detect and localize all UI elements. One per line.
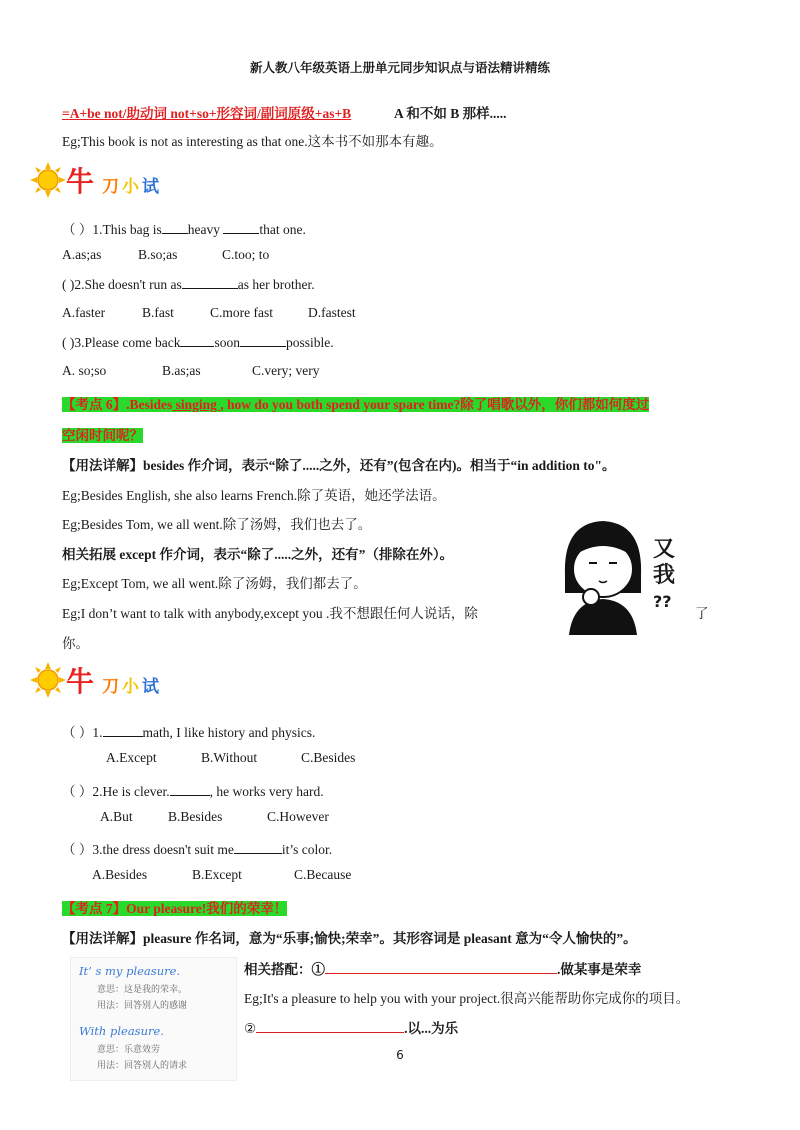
quiz1-question-2	[62, 276, 315, 293]
collocation-num: ②	[244, 1021, 257, 1036]
answer-paren: （ ）	[62, 784, 93, 799]
option: A.But	[100, 809, 133, 824]
question-text: math, I like history and physics.	[142, 725, 316, 740]
collocation-meaning: .做某事是荣幸	[557, 962, 642, 977]
question-text: soon	[214, 335, 240, 350]
option: C.However	[267, 809, 329, 824]
question-text: heavy	[187, 222, 220, 237]
usage-text: besides 作介词，表示“除了.....之外，还有”(包含在内)。相当于“in addition to"。	[143, 458, 616, 473]
option: A.as;as	[62, 247, 102, 262]
cartoon-girl-image	[545, 515, 695, 640]
question-text: that one.	[259, 222, 306, 237]
question-text: as her brother.	[237, 277, 315, 292]
answer-paren: ( )	[62, 277, 75, 292]
blank	[182, 276, 238, 289]
question-text: possible.	[285, 335, 334, 350]
quiz2-question-1	[62, 721, 315, 741]
kaodian-label: 【考点 7】	[62, 901, 127, 916]
note-meaning-2: 意思：乐意效劳	[97, 1045, 161, 1055]
blank	[240, 334, 286, 347]
option: A.faster	[62, 305, 106, 320]
niudao-xiaoshi-title	[30, 160, 170, 204]
quiz1-question-3	[62, 334, 334, 351]
formula-red: =A+be not/助动词 not+so+形容词/副词原级+as+B	[62, 106, 352, 121]
question-text: it’s color.	[281, 842, 333, 857]
collocation-meaning: .以...为乐	[404, 1021, 459, 1036]
quiz2-question-2	[62, 780, 324, 800]
blank	[234, 841, 282, 854]
question-text: 3.the dress doesn't suit me	[92, 842, 234, 857]
answer-paren: （ ）	[62, 842, 93, 857]
kaodian6-heading-cont	[62, 424, 143, 444]
sun-icon	[30, 162, 66, 198]
cartoon-text-3: ??	[653, 592, 672, 611]
example-besides-1: Eg;Besides English, she also learns French.除了英语，她还学法语。	[62, 488, 446, 503]
note-title-2: With pleasure.	[79, 1024, 164, 1038]
kaodian-text: Our pleasure!我们的荣幸！	[126, 901, 288, 916]
quiz2-options-3	[92, 867, 351, 883]
option: A.Besides	[92, 867, 148, 882]
kaodian-en-blank: singing	[172, 397, 221, 412]
formula-meaning: A 和不如 B 那样.....	[393, 106, 507, 121]
option: B.Except	[192, 867, 242, 882]
collocation-label: 相关搭配：①	[244, 962, 325, 977]
example-except-2-tail: 了	[695, 606, 709, 621]
blank	[162, 221, 188, 234]
sun-icon	[30, 662, 66, 698]
option: B.so;as	[138, 247, 178, 262]
note-title-1: It’ s my pleasure.	[79, 964, 181, 978]
example-except-2	[62, 602, 478, 622]
option: A.Except	[106, 750, 157, 765]
example-interesting: Eg;This book is not as interesting as that one.这本书不如那本有趣。	[62, 134, 443, 149]
cartoon-text-2: 我	[653, 563, 676, 588]
note-meaning-1: 意思：这是我的荣幸。	[97, 985, 188, 995]
usage-tag: 【用法详解】	[62, 458, 143, 473]
option: B.as;as	[162, 363, 201, 378]
quiz2-options-1	[106, 750, 355, 766]
niudao-xiaoshi-title	[30, 660, 170, 704]
pleasure-note-image	[70, 957, 237, 1081]
example-text: Eg;I don’t want to talk with anybody,except you .我不想跟任何人说话，除	[62, 606, 478, 621]
option: C.too; to	[222, 247, 270, 262]
option: B.Without	[201, 750, 258, 765]
kaodian-cn: 除了唱歌以外，你们都如何度过	[460, 397, 650, 412]
example-pleasure: Eg;It's a pleasure to help you with your project.很高兴能帮助你完成你的项目。	[244, 991, 690, 1006]
kaodian-label: 【考点 6】	[62, 397, 127, 412]
usage-pleasure	[62, 927, 637, 947]
kaodian-en: .Besides	[126, 397, 173, 412]
answer-paren: （ ）	[62, 725, 93, 740]
option: D.fastest	[308, 305, 356, 320]
niu-char: 牛	[66, 665, 95, 698]
note-usage-1: 用法：回答别人的感谢	[97, 1001, 188, 1011]
kaodian7-heading	[62, 897, 287, 917]
option: C.Because	[294, 867, 352, 882]
quiz1-options-3	[62, 363, 319, 379]
page-number: 6	[396, 1048, 404, 1062]
blank	[223, 221, 259, 234]
question-text: , he works very hard.	[209, 784, 324, 799]
kaodian6-heading	[62, 393, 649, 413]
question-text: 1.This bag is	[92, 222, 162, 237]
extension-except: 相关拓展 except 作介词，表示“除了.....之外，还有”（排除在外）。	[62, 547, 454, 562]
option: C.very; very	[252, 363, 320, 378]
blank	[170, 783, 210, 796]
question-text: 2.He is clever.	[92, 784, 170, 799]
option: A. so;so	[62, 363, 107, 378]
red-blank	[325, 960, 557, 974]
usage-tag: 【用法详解】	[62, 931, 143, 946]
quiz1-question-1	[62, 218, 306, 238]
red-blank	[256, 1019, 404, 1033]
question-text: 2.She doesn't run as	[74, 277, 182, 292]
question-text: 3.Please come back	[74, 335, 181, 350]
cartoon-text-1: 又	[653, 537, 676, 562]
option: B.Besides	[168, 809, 223, 824]
xiao-char: 小	[122, 177, 139, 197]
xiao-char: 小	[122, 677, 139, 697]
collocation-1	[244, 958, 641, 978]
question-text: 1.	[92, 725, 103, 740]
option: B.fast	[142, 305, 174, 320]
option: C.more fast	[210, 305, 273, 320]
usage-text: pleasure 作名词，意为“乐事;愉快;荣幸”。其形容词是 pleasant 意为“令人愉快的”。	[143, 931, 637, 946]
note-usage-2: 用法：回答别人的请求	[97, 1061, 188, 1071]
example-besides-2: Eg;Besides Tom, we all went.除了汤姆，我们也去了。	[62, 517, 372, 532]
niu-char: 牛	[66, 165, 95, 198]
shi-char: 试	[142, 677, 159, 697]
answer-paren: ( )	[62, 335, 75, 350]
formula-line	[62, 102, 506, 122]
dao-char: 刀	[102, 177, 119, 197]
quiz2-options-2	[100, 809, 329, 825]
dao-char: 刀	[102, 677, 119, 697]
quiz1-options-2	[62, 305, 356, 321]
quiz1-options-1	[62, 247, 269, 263]
quiz2-question-3	[62, 838, 332, 858]
shi-char: 试	[142, 177, 159, 197]
collocation-2	[244, 1017, 458, 1037]
page-header: 新人教八年级英语上册单元同步知识点与语法精讲精练	[249, 60, 550, 75]
option: C.Besides	[301, 750, 356, 765]
answer-paren: （ ）	[62, 222, 93, 237]
blank	[103, 724, 143, 737]
kaodian-cn: 空闲时间呢？	[62, 428, 143, 443]
kaodian-en: , how do you both spend your spare time?	[220, 397, 461, 412]
example-except-1: Eg;Except Tom, we all went.除了汤姆，我们都去了。	[62, 576, 367, 591]
usage-besides	[62, 454, 616, 474]
example-except-2-end: 你。	[62, 636, 89, 651]
blank	[180, 334, 214, 347]
